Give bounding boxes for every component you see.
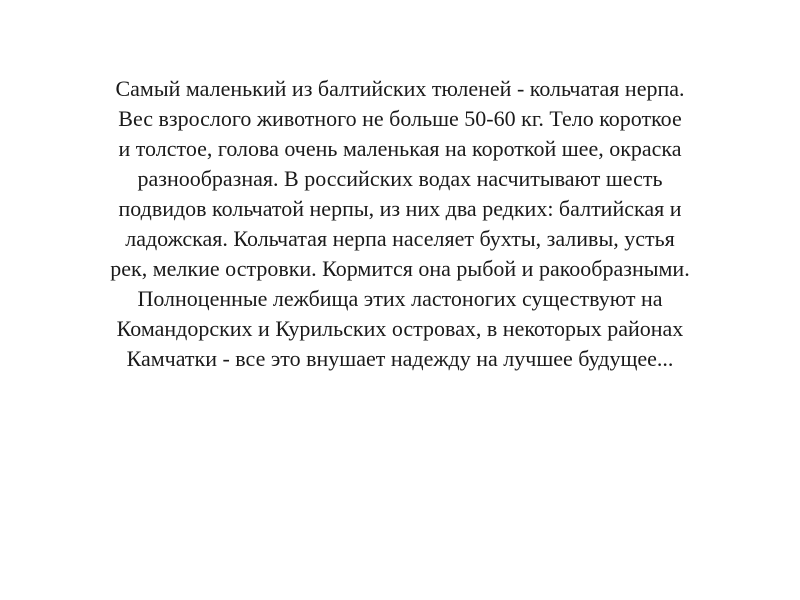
text-line-2: Вес взрослого животного не больше 50-60 кг. Тело короткое: [118, 106, 682, 131]
text-line-3: и толстое, голова очень маленькая на короткой шее, окраска: [118, 136, 682, 161]
text-line-10: Камчатки - все это внушает надежду на лучшее будущее...: [126, 346, 674, 371]
text-line-1: Самый маленький из балтийских тюленей - кольчатая нерпа.: [115, 76, 685, 101]
text-line-8: Полноценные лежбища этих ластоногих существуют на: [137, 286, 663, 311]
text-line-6: ладожская. Кольчатая нерпа населяет бухты, заливы, устья: [125, 226, 675, 251]
text-line-9: Командорских и Курильских островах, в некоторых районах: [116, 316, 684, 341]
text-line-4: разнообразная. В российских водах насчитывают шесть: [137, 166, 663, 191]
slide-text-paragraph: [40, 74, 760, 374]
text-line-5: подвидов кольчатой нерпы, из них два редких: балтийская и: [118, 196, 682, 221]
text-line-7: рек, мелкие островки. Кормится она рыбой и ракообразными.: [110, 256, 690, 281]
